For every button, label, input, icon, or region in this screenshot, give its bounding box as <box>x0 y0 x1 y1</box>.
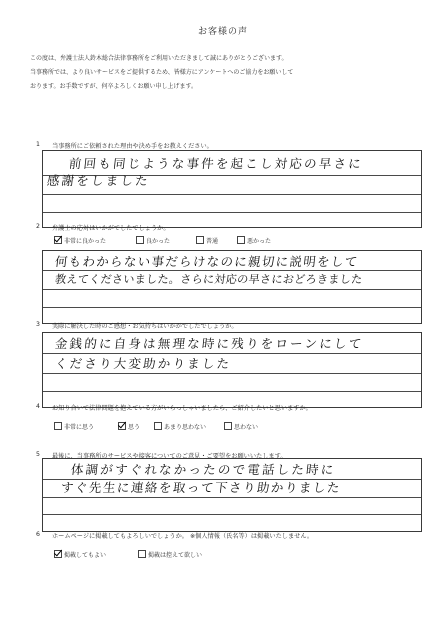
option-average[interactable]: 普通 <box>196 236 218 245</box>
intro-line: 当事務所では、より良いサービスをご提供するため、皆様方にアンケートへのご協力をお願いして <box>30 69 294 76</box>
question-text: 当事務所にご依頼された理由や決め手をお教えください。 <box>52 143 213 150</box>
checkbox[interactable] <box>54 550 62 558</box>
page-title: お客様の声 <box>197 27 248 37</box>
rating-options <box>54 236 414 246</box>
handwritten-answer-line: 何もわからない事だらけなのに親切に説明をして <box>54 254 360 269</box>
question-text: お知り合いで法律問題を抱えている方がいらっしゃいましたら、ご紹介したいと思いますか。 <box>52 405 312 412</box>
answer-rule <box>43 373 421 374</box>
question-1 <box>30 140 422 232</box>
handwritten-answer-line: 前回も同じような事件を起こし対応の早さに <box>68 156 364 171</box>
checkbox[interactable] <box>154 422 162 430</box>
question-text: 弁護士の応対はいかがでしたでしょうか。 <box>52 225 170 232</box>
answer-rule <box>43 391 421 392</box>
question-2 <box>30 222 422 322</box>
handwritten-answer-line: 教えてくださいました。さらに対応の早さにおどろきました <box>54 273 364 286</box>
answer-rule <box>43 307 421 308</box>
question-text: ホームページに掲載してもよろしいでしょうか。 ※個人情報（氏名等）は掲載いたしません。 <box>52 533 314 540</box>
question-number: 6 <box>36 531 40 538</box>
option-publish-ok[interactable]: 掲載してもよい <box>54 550 106 559</box>
handwritten-answer-line: すぐ先生に連絡を取って下さり助かりました <box>60 480 342 495</box>
checkbox[interactable] <box>138 550 146 558</box>
option-bad[interactable]: 悪かった <box>237 236 271 245</box>
checkbox[interactable] <box>237 236 245 244</box>
handwritten-answer-line: 金銭的に自身は無理な時に残りをローンにして <box>54 336 365 351</box>
checkbox[interactable] <box>224 422 232 430</box>
option-strongly-disagree[interactable]: 思わない <box>224 422 258 431</box>
option-good[interactable]: 良かった <box>136 236 170 245</box>
question-number: 2 <box>36 223 40 230</box>
checkbox[interactable] <box>196 236 204 244</box>
question-4 <box>30 402 422 442</box>
publish-options <box>54 550 414 560</box>
checkbox[interactable] <box>118 422 126 430</box>
question-6 <box>30 530 422 570</box>
answer-box[interactable] <box>42 150 422 228</box>
answer-rule <box>43 289 421 290</box>
option-strongly-agree[interactable]: 非常に思う <box>54 422 94 431</box>
question-5 <box>30 450 422 540</box>
question-heading <box>30 222 422 234</box>
question-3 <box>30 320 422 410</box>
answer-rule <box>43 194 421 195</box>
intro-paragraph <box>30 52 420 94</box>
answer-box[interactable] <box>42 250 422 324</box>
answer-rule <box>43 497 421 498</box>
question-heading <box>30 530 422 542</box>
checkbox[interactable] <box>136 236 144 244</box>
handwritten-answer-line: 体調がすぐれなかったので電話した時に <box>70 462 337 477</box>
option-publish-decline[interactable]: 掲載は控えて欲しい <box>138 550 202 559</box>
referral-options <box>54 422 414 432</box>
question-number: 5 <box>36 451 40 458</box>
option-agree[interactable]: 思う <box>118 422 140 431</box>
question-number: 4 <box>36 403 40 410</box>
question-text: 実際に解決した時のご感想・お気持ちはいかがでしたでしょうか。 <box>52 323 238 330</box>
question-number: 3 <box>36 321 40 328</box>
handwritten-answer-line: 感謝をしました <box>46 173 151 188</box>
question-heading <box>30 402 422 414</box>
answer-box[interactable] <box>42 332 422 408</box>
answer-rule <box>43 514 421 515</box>
question-heading <box>30 320 422 332</box>
option-disagree[interactable]: あまり思わない <box>154 422 206 431</box>
question-number: 1 <box>36 141 40 148</box>
answer-rule <box>43 212 421 213</box>
intro-line: おります。お手数ですが、何卒よろしくお願い申し上げます。 <box>30 83 198 90</box>
question-text: 最後に、当事務所のサービスや接客についてのご意見・ご要望をお願いいたします。 <box>52 453 287 460</box>
handwritten-answer-line: くださり大変助かりました <box>54 356 233 371</box>
answer-box[interactable] <box>42 458 422 532</box>
checkbox[interactable] <box>54 236 62 244</box>
option-very-good[interactable]: 非常に良かった <box>54 236 106 245</box>
intro-line: この度は、弁護士法人鈴木総合法律事務所をご利用いただきまして誠にありがとうございます。 <box>30 55 288 62</box>
checkbox[interactable] <box>54 422 62 430</box>
